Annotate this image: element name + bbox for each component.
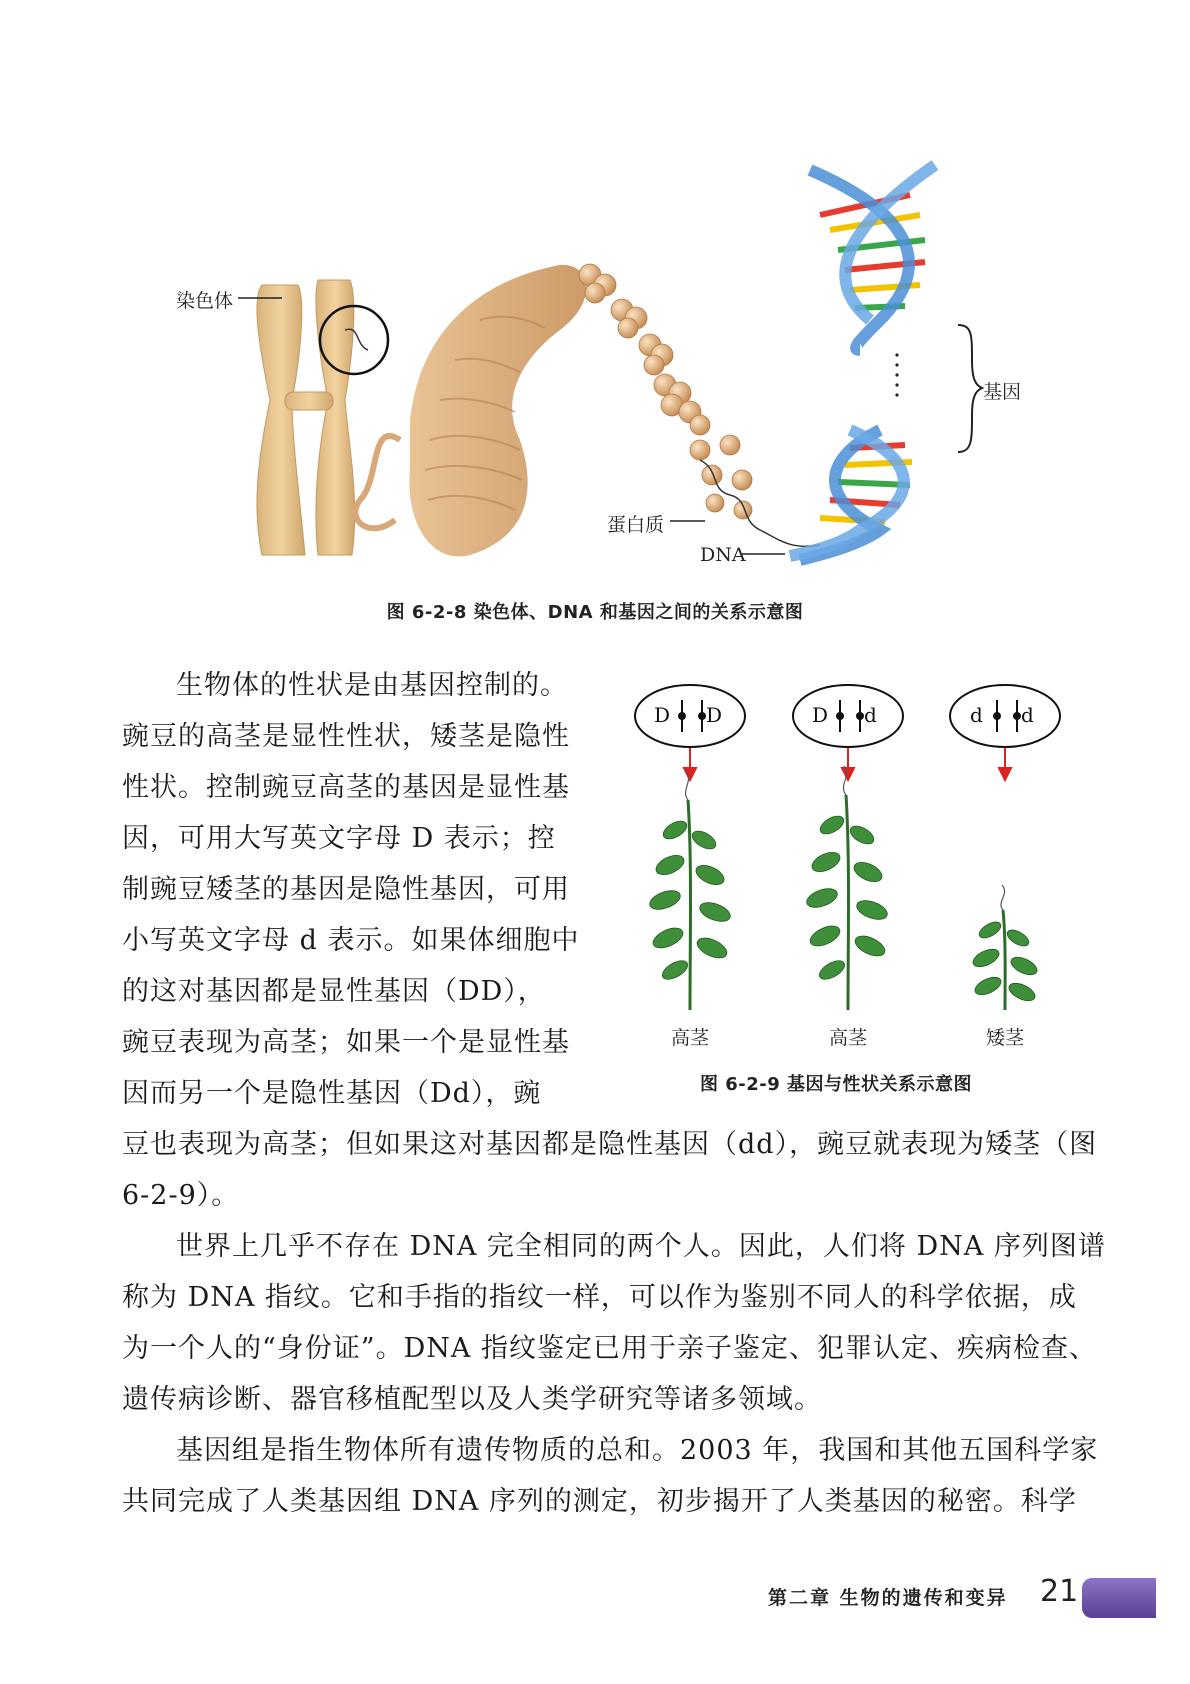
text-line: 为一个人的“身份证”。DNA 指纹鉴定已用于亲子鉴定、犯罪认定、疾病检查、 <box>122 1333 1097 1364</box>
body-text-narrow <box>122 660 592 1119</box>
coiled-fiber <box>355 265 586 557</box>
footer-chapter: 第二章 生物的遗传和变异 <box>768 1587 1008 1609</box>
plant-label-1: 高茎 <box>670 1027 709 1049</box>
gene-label: 基因 <box>983 381 1022 403</box>
gene-pair-1-right: D <box>706 703 723 727</box>
gene-pair-oval-3 <box>950 685 1060 747</box>
text-line: 因，可用大写英文字母 D 表示；控 <box>122 823 556 854</box>
text-line: 豌豆表现为高茎；如果一个是显性基 <box>122 1027 570 1058</box>
text-line: 豆也表现为高茎；但如果这对基因都是隐性基因（dd），豌豆就表现为矮茎（图 <box>122 1129 1098 1160</box>
text-line: 因而另一个是隐性基因（Dd），豌 <box>122 1078 542 1109</box>
body-text-wide <box>122 1119 1106 1527</box>
dna-label: DNA <box>700 544 746 566</box>
text-line: 小写英文字母 d 表示。如果体细胞中 <box>122 925 580 956</box>
gene-bracket <box>958 325 982 452</box>
chapter-tab <box>1082 1578 1156 1618</box>
protein-beads <box>579 264 752 519</box>
text-line: 生物体的性状是由基因控制的。 <box>176 670 568 701</box>
gene-trait-illustration <box>620 680 1090 1020</box>
chromosome-shape <box>257 280 355 555</box>
page-number: 21 <box>1040 1574 1079 1609</box>
gene-pair-oval-2 <box>793 685 903 747</box>
protein-label: 蛋白质 <box>607 514 665 536</box>
short-plant <box>970 885 1039 1010</box>
gene-pair-3-right: d <box>1021 703 1034 727</box>
figure-caption-2: 图 6-2-9 基因与性状关系示意图 <box>700 1074 973 1095</box>
text-line: 的这对基因都是显性基因（DD）， <box>122 976 546 1007</box>
text-line: 6-2-9）。 <box>122 1180 240 1211</box>
dna-helix <box>790 165 935 560</box>
gene-pair-1-left: D <box>654 703 671 727</box>
gene-pair-2-right: d <box>864 703 877 727</box>
text-line: 世界上几乎不存在 DNA 完全相同的两个人。因此，人们将 DNA 序列图谱 <box>176 1231 1106 1262</box>
gene-pair-2-left: D <box>812 703 829 727</box>
text-line: 豌豆的高茎是显性性状，矮茎是隐性 <box>122 721 570 752</box>
text-line: 共同完成了人类基因组 DNA 序列的测定，初步揭开了人类基因的秘密。科学 <box>122 1486 1077 1517</box>
text-line: 基因组是指生物体所有遗传物质的总和。2003 年，我国和其他五国科学家 <box>176 1435 1099 1466</box>
gene-pair-3-left: d <box>970 703 983 727</box>
text-line: 称为 DNA 指纹。它和手指的指纹一样，可以作为鉴别不同人的科学依据，成 <box>122 1282 1077 1313</box>
ellipsis-dots <box>895 353 898 396</box>
text-line: 制豌豆矮茎的基因是隐性基因，可用 <box>122 874 570 905</box>
figure-caption-1: 图 6-2-8 染色体、DNA 和基因之间的关系示意图 <box>386 602 804 623</box>
chromosome-label: 染色体 <box>176 290 234 312</box>
tall-plant-2 <box>804 766 890 1010</box>
text-line: 性状。控制豌豆高茎的基因是显性基 <box>122 772 570 803</box>
plant-label-2: 高茎 <box>828 1027 867 1049</box>
plant-label-3: 矮茎 <box>985 1027 1024 1049</box>
gene-pair-oval-1 <box>635 685 745 747</box>
tall-plant-1 <box>647 770 733 1010</box>
text-line: 遗传病诊断、器官移植配型以及人类学研究等诸多领域。 <box>122 1384 822 1415</box>
